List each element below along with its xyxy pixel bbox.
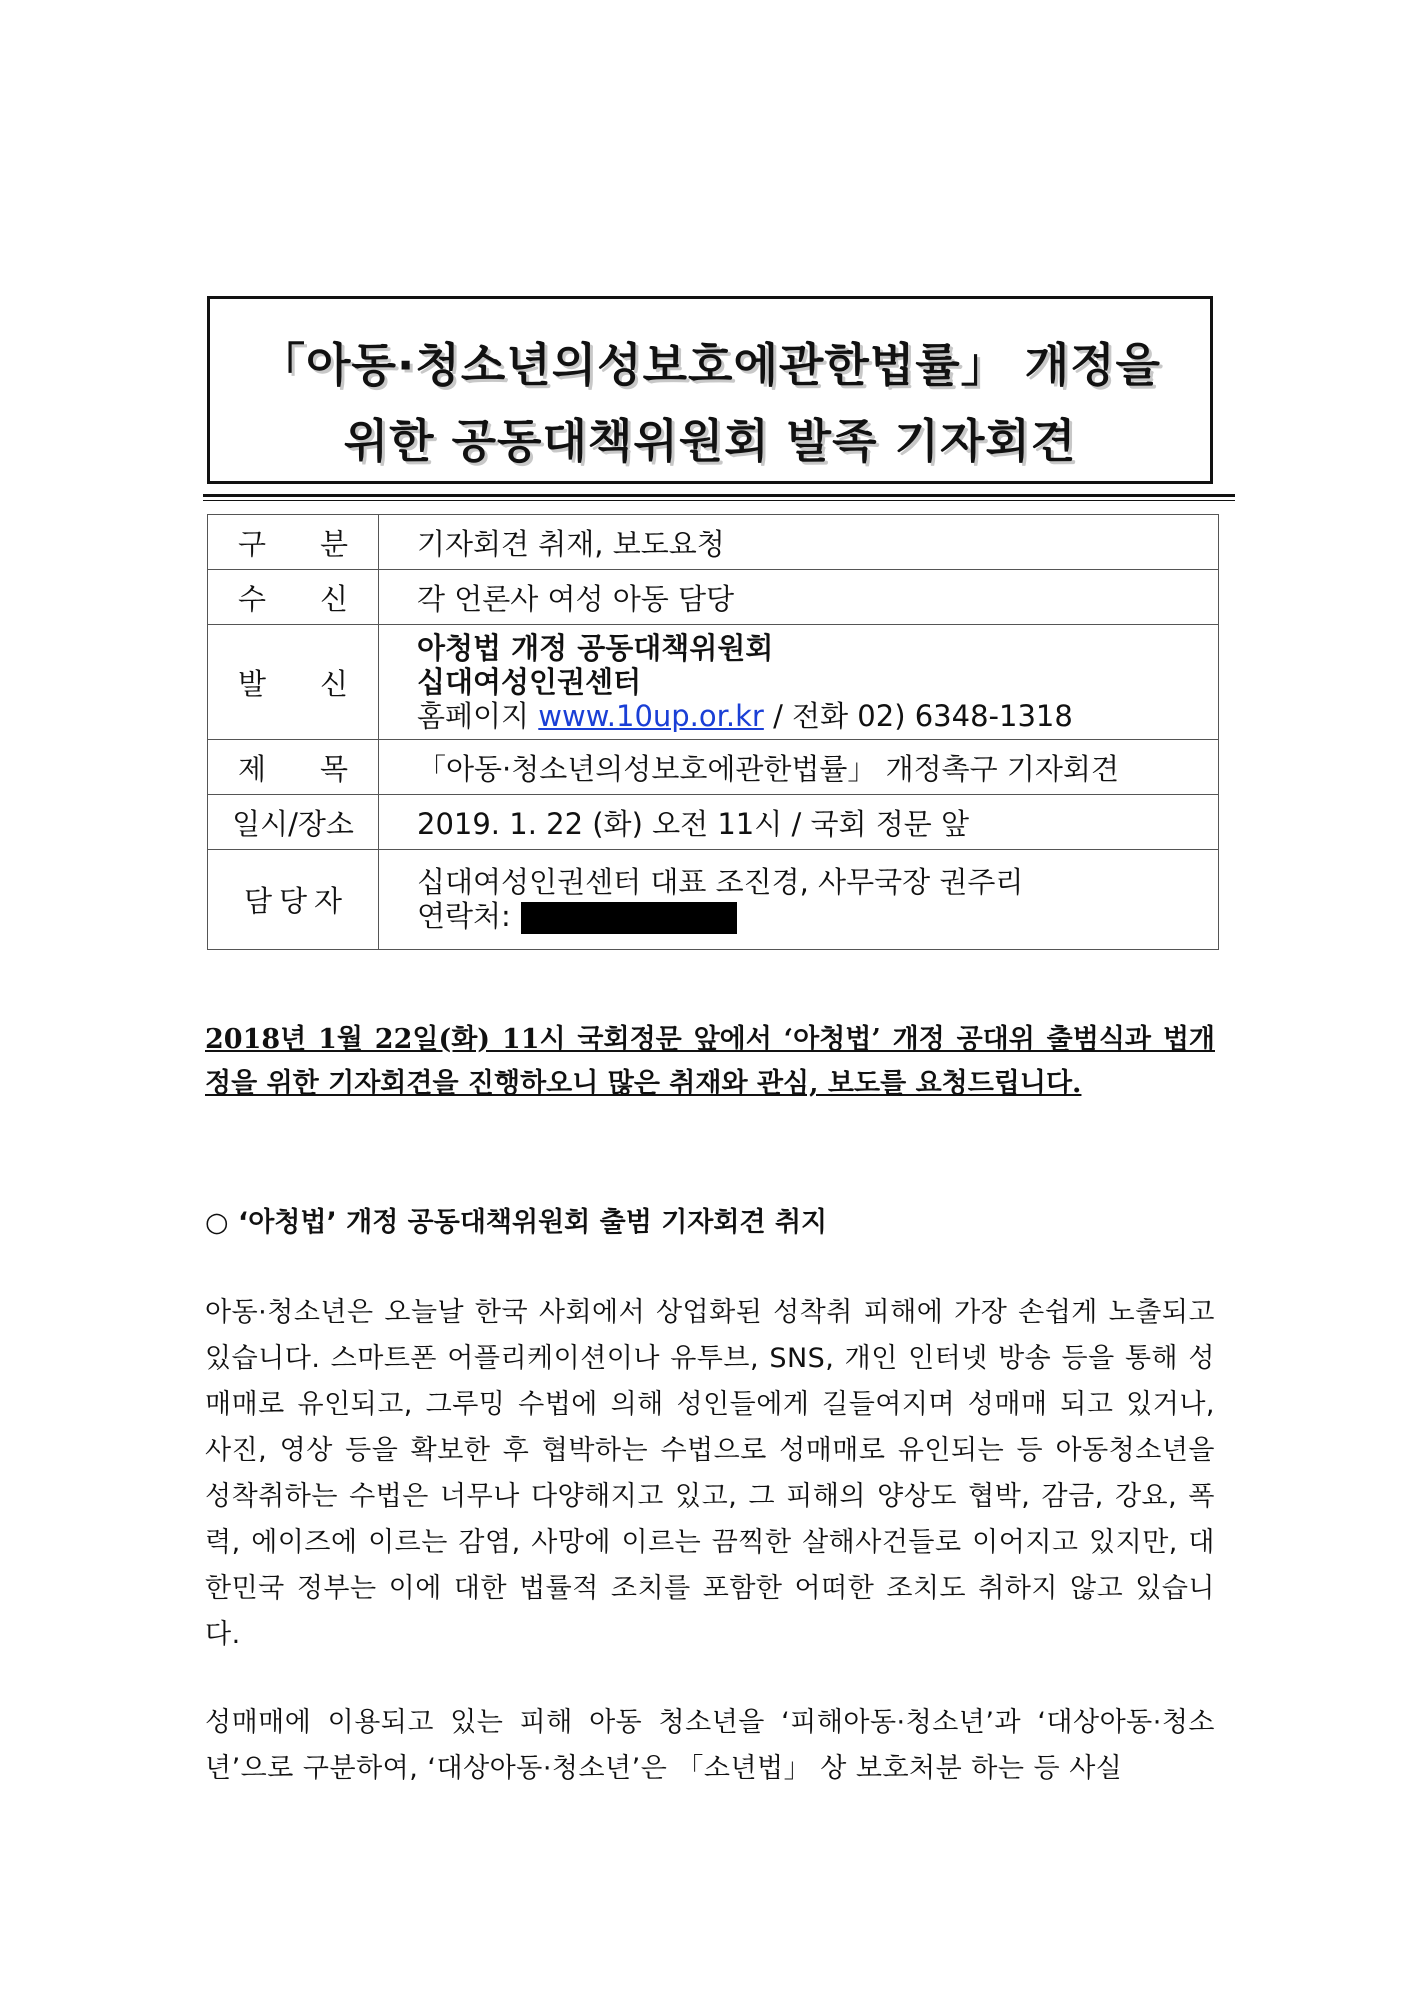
value-contact bbox=[379, 850, 1219, 950]
value-subject: 「아동·청소년의성보호에관한법률」 개정촉구 기자회견 bbox=[379, 740, 1219, 795]
label-recipient: 수 신 bbox=[238, 581, 348, 616]
contact-phone-label: 연락처: bbox=[417, 899, 511, 933]
value-recipient: 각 언론사 여성 아동 담당 bbox=[379, 570, 1219, 625]
sender-contact-line bbox=[417, 699, 1218, 733]
sender-phone: / 전화 02) 6348-1318 bbox=[773, 699, 1073, 733]
row-sender bbox=[208, 625, 1219, 740]
title-box bbox=[207, 296, 1213, 484]
contact-phone-line bbox=[417, 899, 1218, 934]
label-subject: 제 목 bbox=[238, 751, 348, 786]
paragraph-2: 성매매에 이용되고 있는 피해 아동 청소년을 ‘피해아동·청소년’과 ‘대상아동·청소년’으로 구분하여, ‘대상아동·청소년’은 「소년법」 상 보호처분 하는 등 사실 bbox=[205, 1707, 1215, 1784]
divider-thick bbox=[203, 494, 1235, 497]
sender-org-2: 십대여성인권센터 bbox=[417, 665, 642, 699]
sender-org-1: 아청법 개정 공동대책위원회 bbox=[417, 631, 774, 665]
info-table bbox=[207, 514, 1219, 950]
section-heading: ○ ‘아청법’ 개정 공동대책위원회 출범 기자회견 취지 bbox=[205, 1207, 828, 1238]
label-sender: 발 신 bbox=[238, 666, 348, 701]
divider-thin bbox=[203, 500, 1235, 501]
row-contact bbox=[208, 850, 1219, 950]
row-subject bbox=[208, 740, 1219, 795]
value-category: 기자회견 취재, 보도요청 bbox=[379, 515, 1219, 570]
row-recipient bbox=[208, 570, 1219, 625]
redaction-bar bbox=[521, 902, 737, 934]
label-contact: 담 당 자 bbox=[244, 884, 342, 918]
label-datetime: 일시/장소 bbox=[208, 795, 379, 850]
row-category bbox=[208, 515, 1219, 570]
homepage-label: 홈페이지 bbox=[417, 699, 530, 733]
title-line-1: 「아동·청소년의성보호에관한법률」 개정을 bbox=[259, 338, 1161, 392]
value-datetime: 2019. 1. 22 (화) 오전 11시 / 국회 정문 앞 bbox=[379, 795, 1219, 850]
contact-person: 십대여성인권센터 대표 조진경, 사무국장 권주리 bbox=[417, 865, 1024, 899]
value-sender bbox=[379, 625, 1219, 740]
press-notice: 2018년 1월 22일(화) 11시 국회정문 앞에서 ‘아청법’ 개정 공대위 출범식과 법개정을 위한 기자회견을 진행하오니 많은 취재와 관심, 보도를 요청드립니다. bbox=[205, 1024, 1215, 1099]
row-datetime bbox=[208, 795, 1219, 850]
homepage-link[interactable]: www.10up.or.kr bbox=[538, 699, 764, 733]
label-category: 구 분 bbox=[238, 526, 348, 561]
paragraph-1: 아동·청소년은 오늘날 한국 사회에서 상업화된 성착취 피해에 가장 손쉽게 노출되고 있습니다. 스마트폰 어플리케이션이나 유투브, SNS, 개인 인터넷 방송 등을 통해 성매매로 유인되고, 그루밍 수법에 의해 성인들에게 길들여지며 성매매 되고 있거나, 사진, 영상 등을 확보한 후 협박하는 수법으로 성매매로 유인되는 등 아동청소년을 성착취하는 수법은 너무나 다양해지고 있고, 그 피해의 양상도 협박, 감금, 강요, 폭력, 에이즈에 이르는 감염, 사망에 이르는 끔찍한 살해사건들로 이어지고 있지만, 대한민국 정부는 이에 대한 법률적 조치를 포함한 어떠한 조치도 취하지 않고 있습니다. bbox=[205, 1297, 1215, 1650]
title-line-2: 위한 공동대책위원회 발족 기자회견 bbox=[343, 414, 1077, 468]
